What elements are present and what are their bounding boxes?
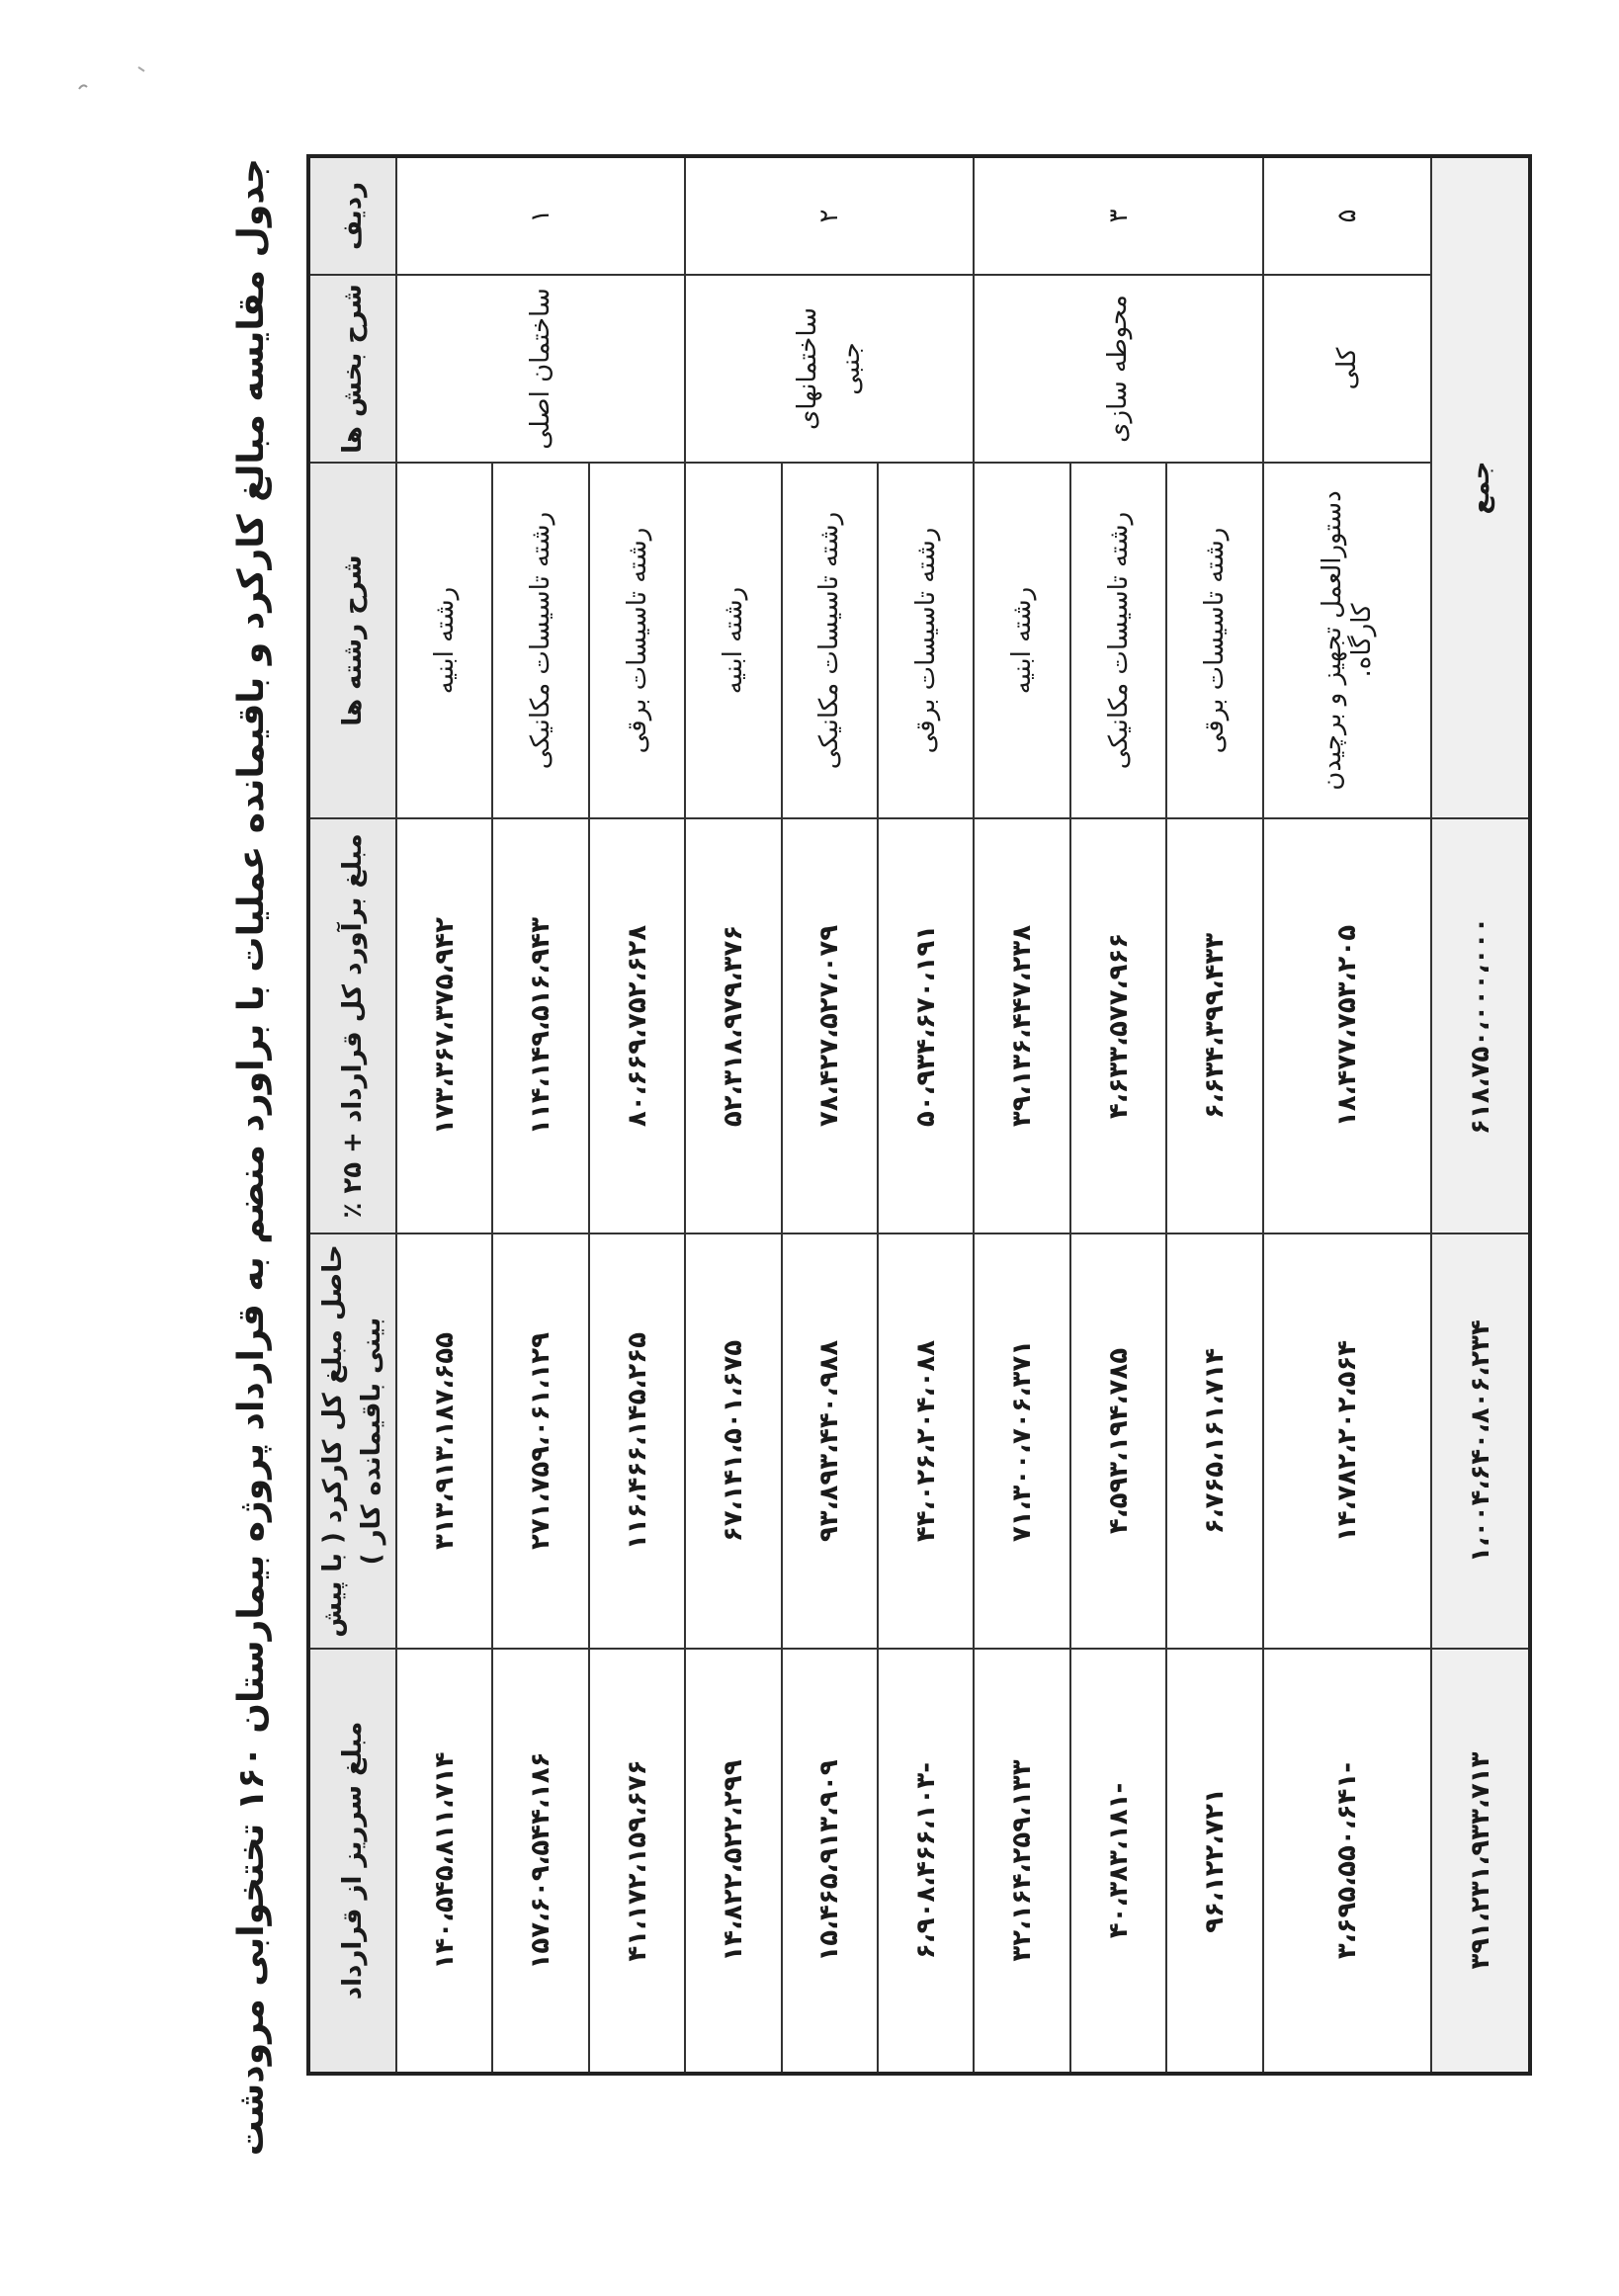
row-number-cell: ۵ — [1263, 156, 1431, 275]
trade-cell: رشته تاسیسات برقی — [589, 463, 685, 818]
section-name-cell: ساختمانهای جنبی — [685, 275, 974, 463]
header-section: شرح بخش ها — [308, 275, 396, 463]
trade-cell: رشته تاسیسات برقی — [878, 463, 974, 818]
performance-cell: ۶۷،۱۴۱،۵۰۱،۶۷۵ — [685, 1233, 781, 1649]
overrun-cell: ۱۴،۸۲۲،۵۲۲،۲۹۹ — [685, 1649, 781, 2074]
header-estimate: مبلغ برآورد کل قرارداد + ۲۵ ٪ — [308, 818, 396, 1233]
header-row-no: ردیف — [308, 156, 396, 275]
performance-cell: ۷۱،۳۰۰،۷۰۶،۳۷۱ — [974, 1233, 1069, 1649]
estimate-cell: ۱۸،۴۷۷،۷۵۳،۲۰۵ — [1263, 818, 1431, 1233]
overrun-cell: ۱۴۰،۵۴۵،۸۱۱،۷۱۴ — [396, 1649, 492, 2074]
header-row — [308, 156, 396, 2074]
overrun-cell: -۴۰،۳۸۳،۱۸۱ — [1070, 1649, 1166, 2074]
total-estimate-cell: ۶۱۸،۷۵۰،۰۰۰،۰۰۰ — [1431, 818, 1530, 1233]
estimate-cell: ۵۲،۳۱۸،۹۷۹،۳۷۶ — [685, 818, 781, 1233]
trade-cell: رشته تاسیسات مکانیکی — [782, 463, 878, 818]
page-title: جدول مقایسه مبالغ کارکرد و باقیمانده عملیات با براورد منضم به قرارداد پروژه بیمارستان ۱۶۰ تختخوابی مرودشت — [231, 158, 272, 2157]
row-number-cell: ۱ — [396, 156, 685, 275]
trade-cell: رشته تاسیسات مکانیکی — [1070, 463, 1166, 818]
trade-cell: رشته ابنیه — [685, 463, 781, 818]
performance-cell: ۳۱۳،۹۱۳،۱۸۷،۶۵۵ — [396, 1233, 492, 1649]
performance-cell: ۱۴،۷۸۲،۲۰۲،۵۶۴ — [1263, 1233, 1431, 1649]
performance-cell: ۱۱۶،۴۶۶،۱۴۵،۲۶۵ — [589, 1233, 685, 1649]
performance-cell: ۹۳،۸۹۳،۴۴۰،۹۸۸ — [782, 1233, 878, 1649]
overrun-cell: -۶،۹۰۸،۴۶۶،۱۰۳ — [878, 1649, 974, 2074]
estimate-cell: ۷۸،۴۲۷،۵۲۷،۰۷۹ — [782, 818, 878, 1233]
performance-cell: ۲۷۱،۷۵۹،۰۶۱،۱۲۹ — [492, 1233, 588, 1649]
overrun-cell: ۹۶،۱۲۲،۷۲۱ — [1166, 1649, 1262, 2074]
overrun-cell: ۴۱،۱۷۲،۱۵۹،۶۷۶ — [589, 1649, 685, 2074]
overrun-cell: ۳۲،۱۶۴،۲۵۹،۱۳۳ — [974, 1649, 1069, 2074]
total-label-cell: جمع — [1431, 156, 1530, 818]
overrun-cell: -۳،۶۹۵،۵۵۰،۶۴۱ — [1263, 1649, 1431, 2074]
overrun-cell: ۱۵،۴۶۵،۹۱۳،۹۰۹ — [782, 1649, 878, 2074]
section-name-cell: ساختمان اصلی — [396, 275, 685, 463]
table-row — [685, 156, 781, 2074]
document-page — [208, 99, 1619, 2157]
estimate-cell: ۱۱۴،۱۴۹،۵۱۶،۹۴۳ — [492, 818, 588, 1233]
total-row — [1431, 156, 1530, 2074]
estimate-cell: ۳۹،۱۳۶،۴۴۷،۲۳۸ — [974, 818, 1069, 1233]
trade-cell: دستورالعمل تجهیز و برچیدن کارگاه. — [1263, 463, 1431, 818]
trade-cell: رشته ابنیه — [974, 463, 1069, 818]
estimate-cell: ۶،۶۳۴،۳۹۹،۴۳۳ — [1166, 818, 1262, 1233]
overrun-cell: ۱۵۷،۶۰۹،۵۴۴،۱۸۶ — [492, 1649, 588, 2074]
section-name-cell: محوطه سازی — [974, 275, 1262, 463]
total-overrun-cell: ۳۹۱،۲۳۱،۹۳۳،۷۱۳ — [1431, 1649, 1530, 2074]
table-row — [396, 156, 492, 2074]
scan-speck-mark — [69, 59, 158, 99]
estimate-cell: ۵۰،۹۳۴،۶۷۰،۱۹۱ — [878, 818, 974, 1233]
performance-cell: ۶،۷۶۵،۱۶۱،۷۱۴ — [1166, 1233, 1262, 1649]
performance-cell: ۴،۵۹۳،۱۹۴،۷۸۵ — [1070, 1233, 1166, 1649]
header-performance: حاصل مبلغ کل کارکرد ( با پیش بینی باقیمانده کار ) — [308, 1233, 396, 1649]
table-row — [974, 156, 1069, 2074]
trade-cell: رشته تاسیسات برقی — [1166, 463, 1262, 818]
header-overrun: مبلغ سرریز از قرارداد — [308, 1649, 396, 2074]
comparison-table — [306, 154, 1532, 2076]
table-row — [1263, 156, 1431, 2074]
performance-cell: ۴۴،۰۲۶،۲۰۴،۰۸۸ — [878, 1233, 974, 1649]
estimate-cell: ۸۰،۶۶۹،۷۵۲،۶۲۸ — [589, 818, 685, 1233]
total-performance-cell: ۱،۰۰۴،۶۴۰،۸۰۶،۲۳۴ — [1431, 1233, 1530, 1649]
row-number-cell: ۲ — [685, 156, 974, 275]
estimate-cell: ۴،۶۳۳،۵۷۷،۹۶۶ — [1070, 818, 1166, 1233]
estimate-cell: ۱۷۳،۳۶۷،۳۷۵،۹۴۲ — [396, 818, 492, 1233]
trade-cell: رشته ابنیه — [396, 463, 492, 818]
section-name-cell: کلی — [1263, 275, 1431, 463]
trade-cell: رشته تاسیسات مکانیکی — [492, 463, 588, 818]
header-trade: شرح رشته ها — [308, 463, 396, 818]
row-number-cell: ۳ — [974, 156, 1262, 275]
